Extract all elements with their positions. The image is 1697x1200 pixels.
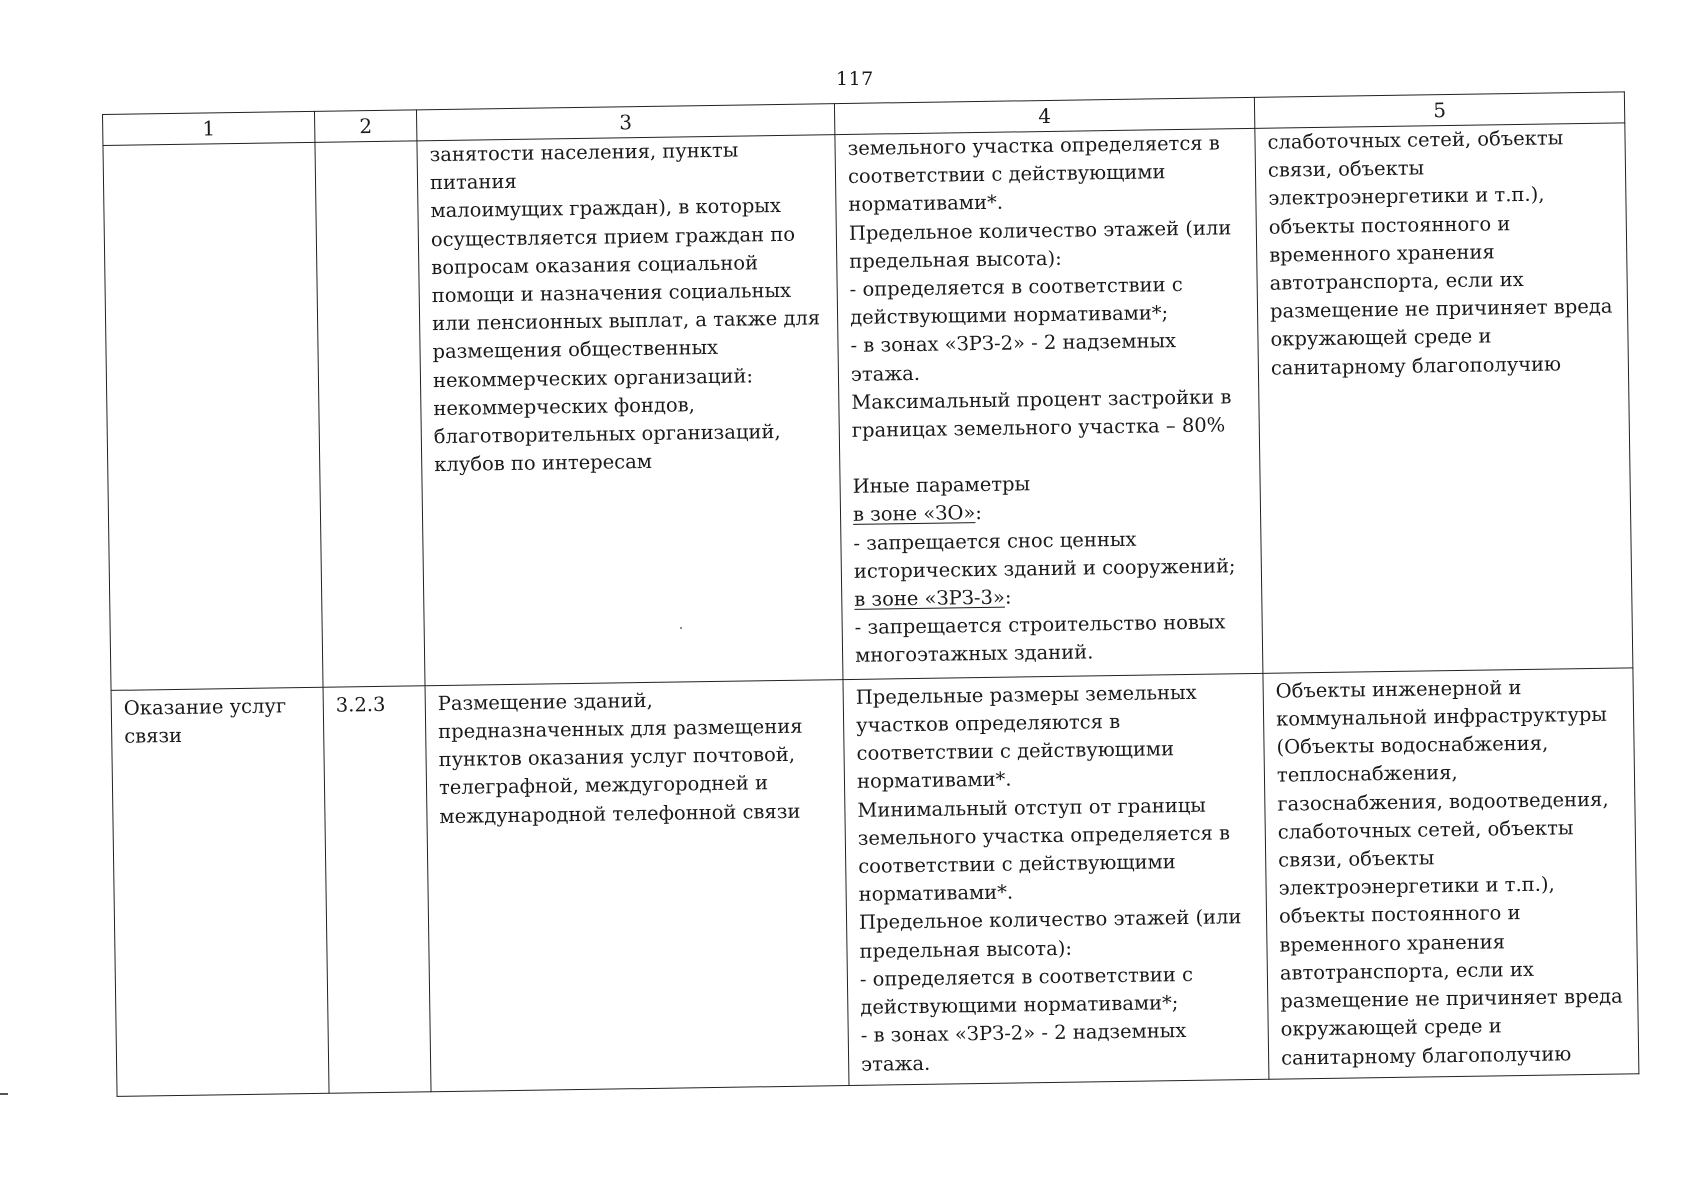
header-col-1: 1 [103, 111, 315, 145]
cell-use-code [315, 141, 425, 687]
zone-zo-text: - запрещается снос ценных исторических зданий и сооружений; [853, 527, 1236, 583]
cell-parameters: земельного участка определяется в соответствии с действующими нормативами*. Предельное количество этажей (или предельная высота): - определяется в соответствии с действующими нормативами*; - в зонах «ЗРЗ-2» - 2 надземных этажа. Максимальный процент застройки в границах земельного участка – 80% Иные параметры в зоне «ЗО»: - запрещается снос ценных исторических зданий и сооружений; в зоне «ЗРЗ-3»: - запрещается строительство новых многоэтажных зданий. [835, 128, 1263, 679]
scan-edge-mark [0, 1093, 8, 1095]
table-row-communication-services [111, 668, 1639, 1097]
page-number: 117 [836, 68, 874, 90]
zone-zo-label: в зоне «ЗО» [852, 501, 976, 527]
header-col-5: 5 [1254, 92, 1624, 128]
zone-zrz3-text: - запрещается строительство новых многоэтажных зданий. [854, 610, 1226, 668]
zone-zrz3-label: в зоне «ЗРЗ-3» [854, 585, 1006, 611]
use-name-text: Оказание услуг связи [123, 694, 287, 748]
header-col-3: 3 [416, 104, 834, 141]
header-col-2: 2 [314, 110, 416, 143]
scan-speck [680, 627, 682, 629]
auxiliary-uses-text: Объекты инженерной и коммунальной инфраструктуры (Объекты водоснабжения, теплоснабжения, газоснабжения, водоотведения, слаботочных сетей, объекты связи, объекты электроэнергетики и т.п.), объекты постоянного и временного хранения автотранспорта, если их размещение не причиняет вреда окружающей среде и санитарному благополучию [1275, 675, 1623, 1070]
land-use-table [102, 91, 1639, 1096]
use-code-text: 3.2.3 [335, 692, 386, 717]
cell-use-code [323, 686, 431, 1094]
parameters-text: Предельные размеры земельных участков определяются в соответствии с действующими нормативами*. Минимальный отступ от границы земельного участка определяется в соответствии с действующими нормативами*. Предельное количество этажей (или предельная высота): - определяется в соответствии с действующими нормативами*; - в зонах «ЗРЗ-2» - 2 надземных этажа. [855, 680, 1242, 1076]
cell-use-name [111, 687, 329, 1096]
auxiliary-uses-text: слаботочных сетей, объекты связи, объекты электроэнергетики и т.п.), объекты постоянного и временного хранения автотранспорта, если их размещение не причиняет вреда окружающей среде и санитарному благополучию [1267, 126, 1613, 380]
header-col-4: 4 [834, 97, 1254, 134]
cell-parameters [843, 673, 1269, 1085]
parameters-text: земельного участка определяется в соответствии с действующими нормативами*. Предельное количество этажей (или предельная высота): - определяется в соответствии с действующими нормативами*; - в зонах «ЗРЗ-2» - 2 надземных этажа. Максимальный процент застройки в границах земельного участка – 80% [847, 131, 1232, 442]
use-description-text: Размещение зданий, предназначенных для размещения пунктов оказания услуг почтовой, телеграфной, междугородней и международной телефонной связи [437, 688, 803, 828]
cell-use-description [425, 679, 849, 1091]
cell-auxiliary-uses [1255, 123, 1633, 673]
cell-use-description [417, 135, 843, 686]
cell-auxiliary-uses [1263, 668, 1639, 1080]
use-description-text: занятости населения, пункты питания малоимущих граждан), в которых осуществляется прием граждан по вопросам оказания социальной помощи и назначения социальных или пенсионных выплат, а также для размещения общественных некоммерческих организаций: некоммерческих фондов, благотворительных организаций, клубов по интересам [429, 138, 821, 477]
cell-use-name [103, 142, 323, 690]
other-parameters-title: Иные параметры [852, 472, 1031, 499]
table-row-continued [103, 123, 1633, 690]
